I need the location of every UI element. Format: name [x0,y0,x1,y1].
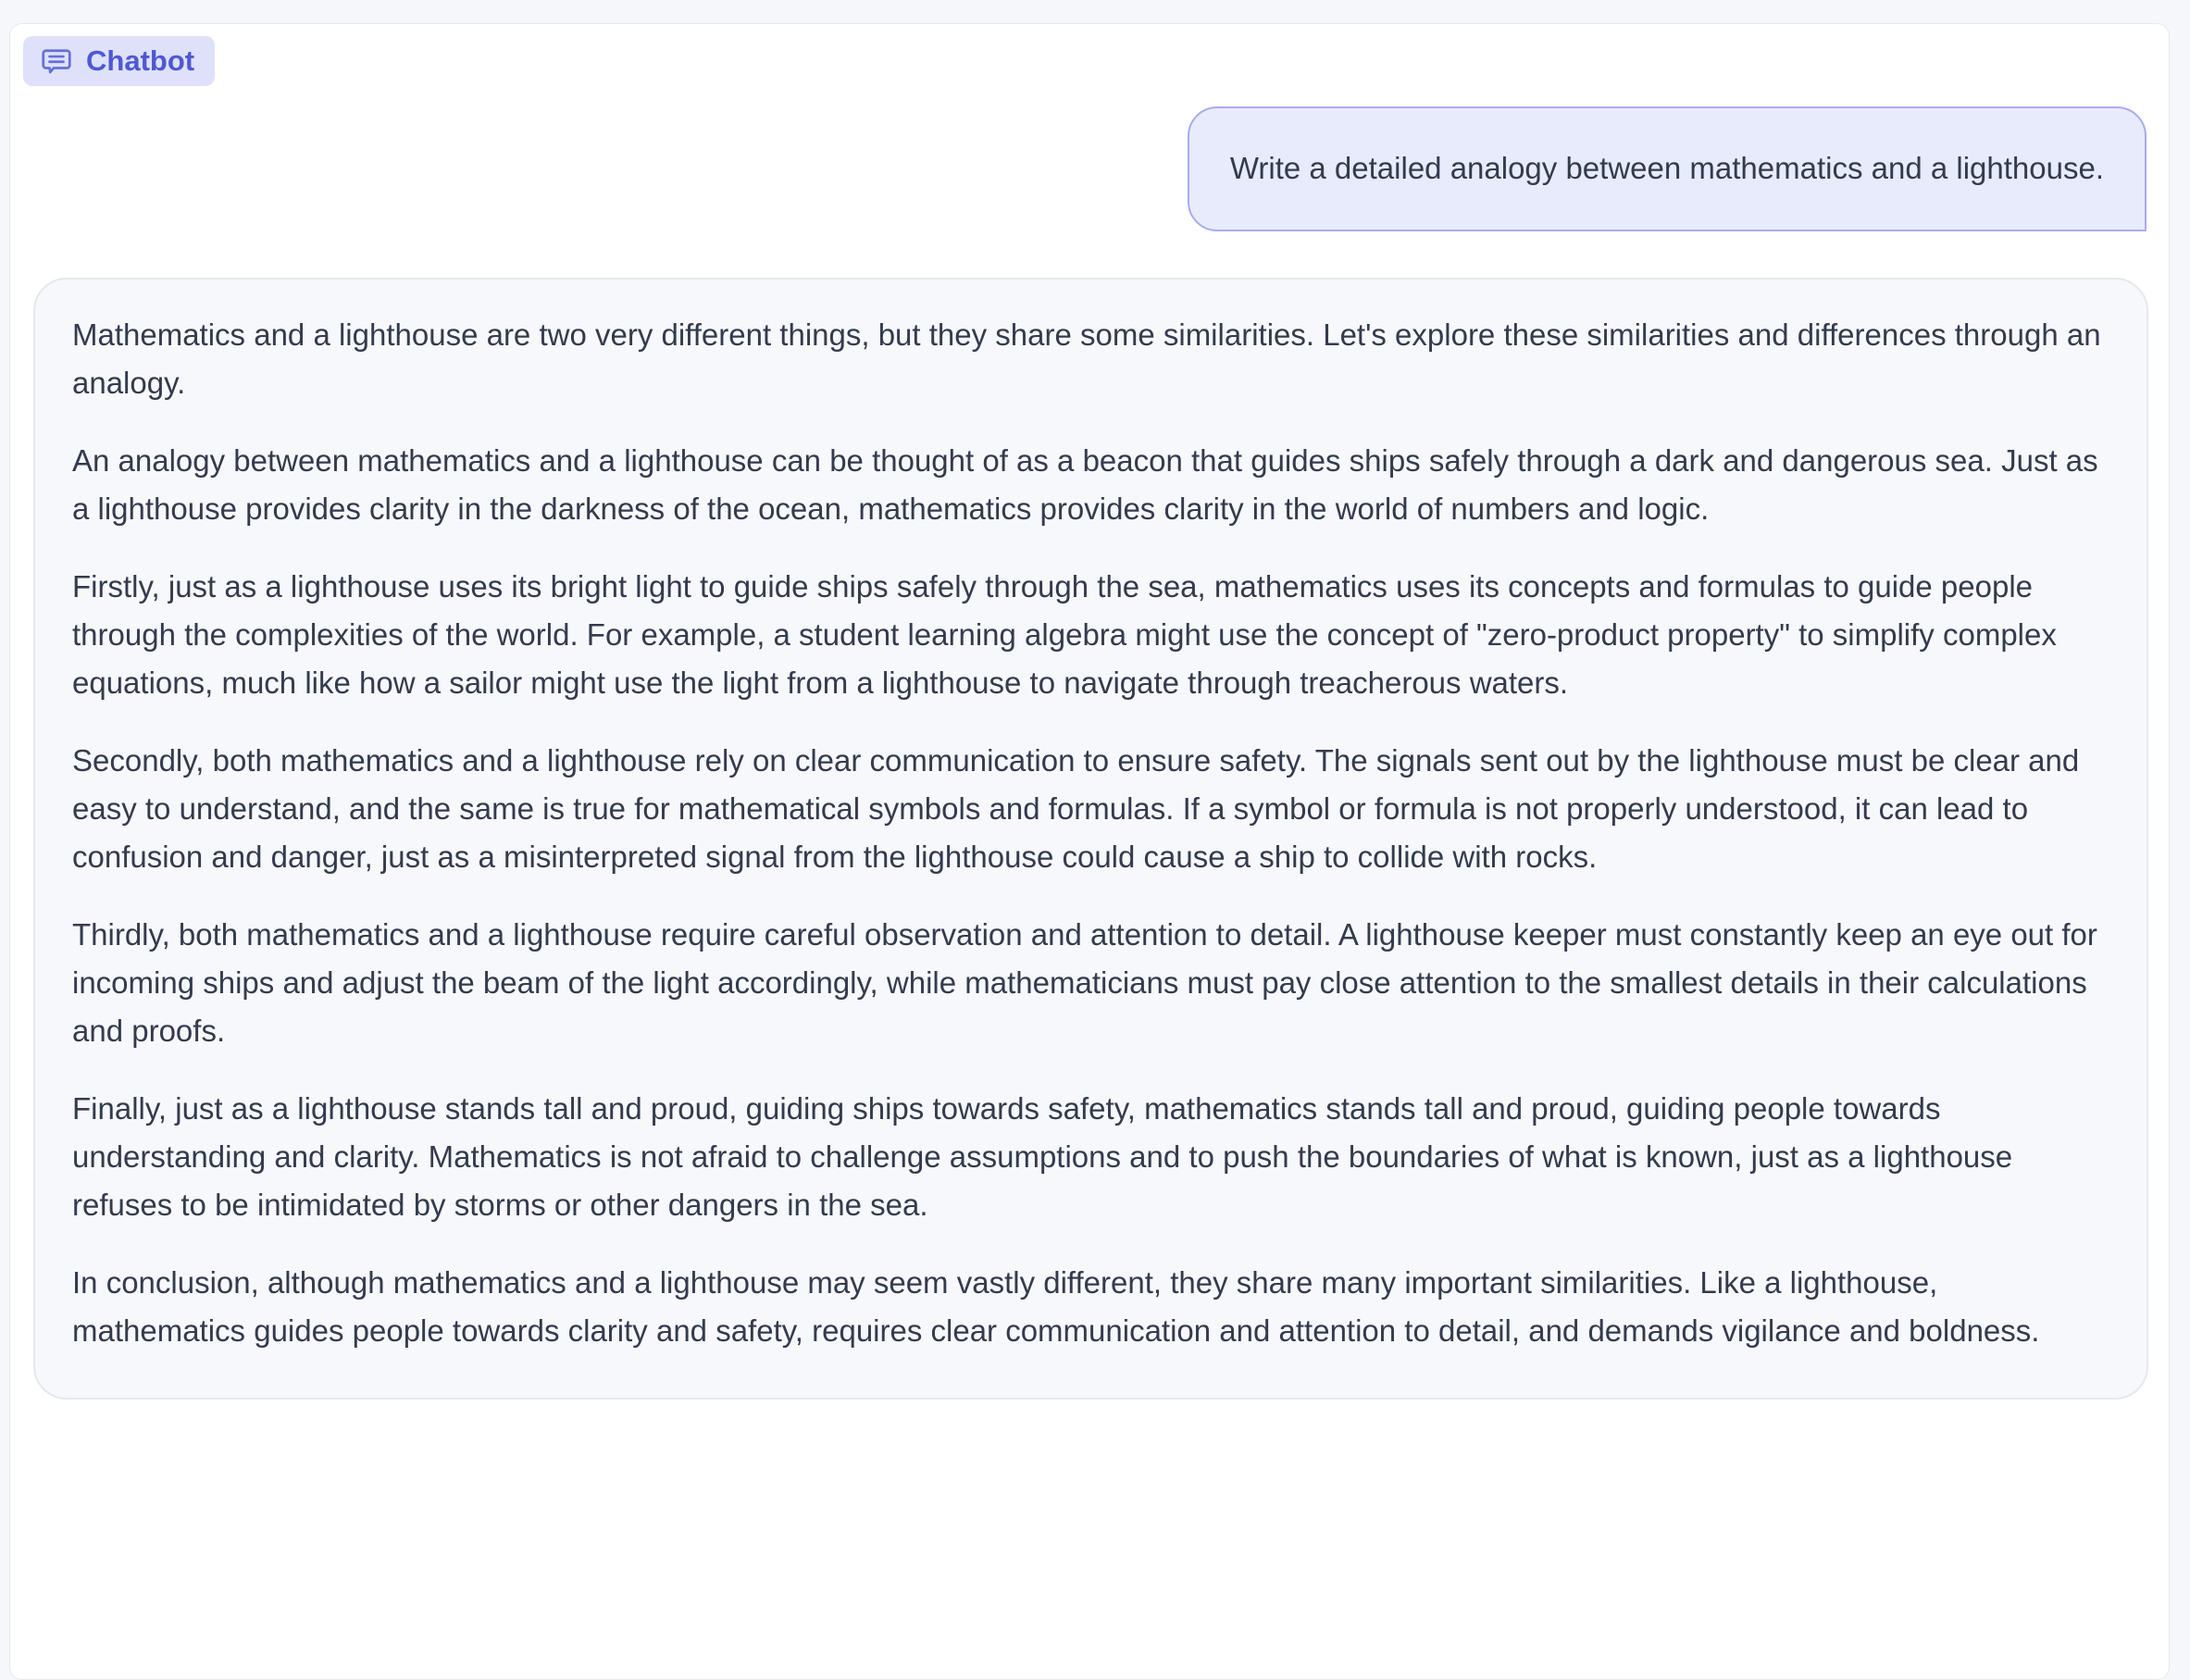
chatbot-panel [9,23,2170,1680]
user-message-row [10,106,2146,231]
bot-paragraph: Secondly, both mathematics and a lighthouse rely on clear communication to ensure safety. The signals sent out by the lighthouse must be clear and easy to understand, and the same is true for mathematical symbols and formulas. If a symbol or formula is not properly understood, it can lead to confusion and danger, just as a misinterpreted signal from the lighthouse could cause a ship to collide with rocks. [72,742,2080,874]
bot-message-text [72,311,2106,1355]
message-list[interactable] [10,106,2169,1400]
user-message-text: Write a detailed analogy between mathematics and a lighthouse. [1229,151,2104,185]
bot-paragraph: Mathematics and a lighthouse are two very different things, but they share some similarities. Let's explore these similarities and differences through an analogy. [72,317,2101,400]
bot-message-row [33,278,2148,1400]
bot-message-bubble [33,278,2148,1400]
bot-paragraph: An analogy between mathematics and a lighthouse can be thought of as a beacon that guides ships safely through a dark and dangerous sea. Just as a lighthouse provides clarity in the darkness of the ocean, mathematics provides clarity in the world of numbers and logic. [72,442,2098,526]
bot-paragraph: In conclusion, although mathematics and a lighthouse may seem vastly different, they share many important similarities. Like a lighthouse, mathematics guides people towards clarity and safety, requires clear communication and attention to detail, and demands vigilance and boldness. [72,1264,2040,1348]
chat-bubble-icon [40,44,73,78]
bot-paragraph: Firstly, just as a lighthouse uses its bright light to guide ships safely through the sea, mathematics uses its concepts and formulas to guide people through the complexities of the world. For example, a student learning algebra might use the concept of "zero-product property" to simplify complex equations, much like how a sailor might use the light from a lighthouse to navigate through treacherous waters. [72,568,2057,700]
bot-paragraph: Finally, just as a lighthouse stands tall and proud, guiding ships towards safety, mathematics stands tall and proud, guiding people towards understanding and clarity. Mathematics is not afraid to challenge assumptions and to push the boundaries of what is known, just as a lighthouse refuses to be intimidated by storms or other dangers in the sea. [72,1090,2013,1222]
chatbot-label-text: Chatbot [86,44,195,77]
user-message-bubble [1188,106,2146,231]
chatbot-label [23,36,215,86]
bot-paragraph: Thirdly, both mathematics and a lighthouse require careful observation and attention to detail. A lighthouse keeper must constantly keep an eye out for incoming ships and adjust the beam of the light accordingly, while mathematicians must pay close attention to the smallest details in their calculations and proofs. [72,916,2097,1048]
